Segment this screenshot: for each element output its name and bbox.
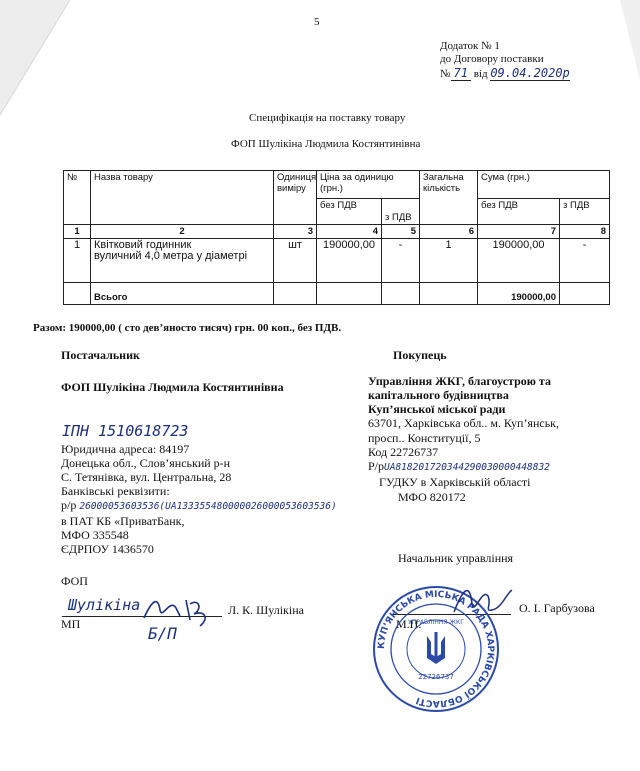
- header-price: Ціна за одиницю (грн.): [317, 171, 420, 199]
- supplier-bank-label: Банківські реквізити:: [61, 484, 170, 498]
- stamp-outer-text: КУП’ЯНСЬКА МІСЬКА РАДА ХАРКІВСЬКОЇ ОБЛАСТІ: [376, 589, 496, 709]
- header-price-vat: з ПДВ: [382, 199, 420, 225]
- header-name: Назва товару: [91, 171, 274, 225]
- header-sum-novat: без ПДВ: [478, 199, 560, 225]
- row-qty: 1: [420, 239, 478, 283]
- seller-title: ФОП Шулікіна Людмила Костянтинівна: [231, 138, 421, 150]
- supplier-position: ФОП: [61, 574, 88, 588]
- buyer-signature-scribble: [448, 582, 518, 622]
- stamp-code: 22726737: [418, 673, 454, 681]
- buyer-treasury: ГУДКУ в Харківській області: [379, 475, 531, 489]
- header-sum: Сума (грн.): [478, 171, 610, 199]
- row-num: 1: [64, 239, 91, 283]
- buyer-mfo: МФО 820172: [398, 490, 466, 504]
- row-name-line2: вуличний 4,0 метра у діаметрі: [94, 250, 248, 262]
- supplier-bp-handwritten: Б/П: [148, 624, 177, 643]
- buyer-name-3: Куп’янської міської ради: [368, 402, 506, 416]
- supplier-account: р/р 26000053603536(UA133355480000026000053603536): [61, 498, 337, 512]
- annex-number-line: № 71 від 09.04.2020р: [440, 66, 570, 80]
- buyer-signer: О. І. Гарбузова: [519, 601, 595, 615]
- supplier-signer: Л. К. Шулікіна: [228, 603, 304, 617]
- page-number: 5: [314, 16, 320, 28]
- spec-title: Специфікація на поставку товару: [249, 112, 406, 124]
- row-name-line1: Квітковий годинник: [94, 239, 192, 251]
- row-unit: шт: [274, 239, 317, 283]
- col-number: 7: [478, 225, 560, 239]
- col-number: 3: [274, 225, 317, 239]
- total-text: Разом: 190000,00 ( сто дев’яносто тисяч) грн. 00 коп., без ПДВ.: [33, 322, 342, 334]
- header-qty: Загальна кількість: [420, 171, 478, 225]
- row-price-vat: -: [382, 239, 420, 283]
- header-price-novat: без ПДВ: [317, 199, 382, 225]
- buyer-code: Код 22726737: [368, 445, 439, 459]
- stamp-inner-text: УПРАВЛІННЯ ЖКГ: [408, 619, 464, 626]
- buyer-heading: Покупець: [393, 348, 447, 362]
- contract-date-handwritten: 09.04.2020р: [490, 66, 570, 80]
- buyer-account-handwritten: UA818201720344290030000448832: [384, 462, 550, 473]
- col-number: 5: [382, 225, 420, 239]
- buyer-position: Начальник управління: [398, 551, 514, 565]
- supplier-ipn-handwritten: ІПН 1510618723: [62, 422, 189, 440]
- supplier-name: ФОП Шулікіна Людмила Костянтинівна: [61, 380, 284, 394]
- header-num: №: [64, 171, 91, 225]
- buyer-account: Р/рUA818201720344290030000448832: [368, 459, 550, 473]
- annex-title: Додаток № 1: [440, 40, 500, 52]
- col-number: 1: [64, 225, 91, 239]
- spec-table: [63, 170, 610, 305]
- buyer-name-1: Управління ЖКГ, благоустрою та: [368, 374, 551, 388]
- row-sum-novat: 190000,00: [478, 239, 560, 283]
- header-unit: Одиниця виміру: [274, 171, 317, 225]
- supplier-mp: МП: [61, 617, 81, 631]
- supplier-edrpou: ЄДРПОУ 1436570: [61, 542, 154, 556]
- buyer-name-2: капітального будівництва: [368, 388, 509, 402]
- supplier-address-3: С. Тетянівка, вул. Центральна, 28: [61, 470, 232, 484]
- supplier-heading: Постачальник: [61, 348, 140, 362]
- col-number: 4: [317, 225, 382, 239]
- buyer-address-2: просп.. Конституції, 5: [368, 431, 481, 445]
- buyer-address-1: 63701, Харківська обл.. м. Куп’янськ,: [368, 416, 560, 430]
- col-number: 8: [560, 225, 610, 239]
- supplier-bank: в ПАТ КБ «ПриватБанк,: [61, 514, 185, 528]
- buyer-mp: М.П.: [396, 617, 422, 631]
- supplier-account-handwritten: 26000053603536(UA133355480000026000053603536): [79, 501, 337, 512]
- supplier-address-1: Юридична адреса: 84197: [61, 442, 190, 456]
- trident-icon: [427, 632, 445, 664]
- total-label: Всього: [91, 283, 274, 305]
- supplier-signature-handwritten: Шулікіна: [68, 596, 141, 614]
- col-number: 6: [420, 225, 478, 239]
- row-name: [91, 239, 274, 283]
- row-price-novat: 190000,00: [317, 239, 382, 283]
- supplier-address-2: Донецька обл., Слов’янський р-н: [61, 456, 231, 470]
- contract-number-handwritten: 71: [451, 66, 471, 81]
- annex-contract: до Договору поставки: [440, 53, 544, 65]
- header-sum-vat: з ПДВ: [560, 199, 610, 225]
- total-value: 190000,00: [478, 283, 560, 305]
- supplier-mfo: МФО 335548: [61, 528, 129, 542]
- row-sum-vat: -: [560, 239, 610, 283]
- col-number: 2: [91, 225, 274, 239]
